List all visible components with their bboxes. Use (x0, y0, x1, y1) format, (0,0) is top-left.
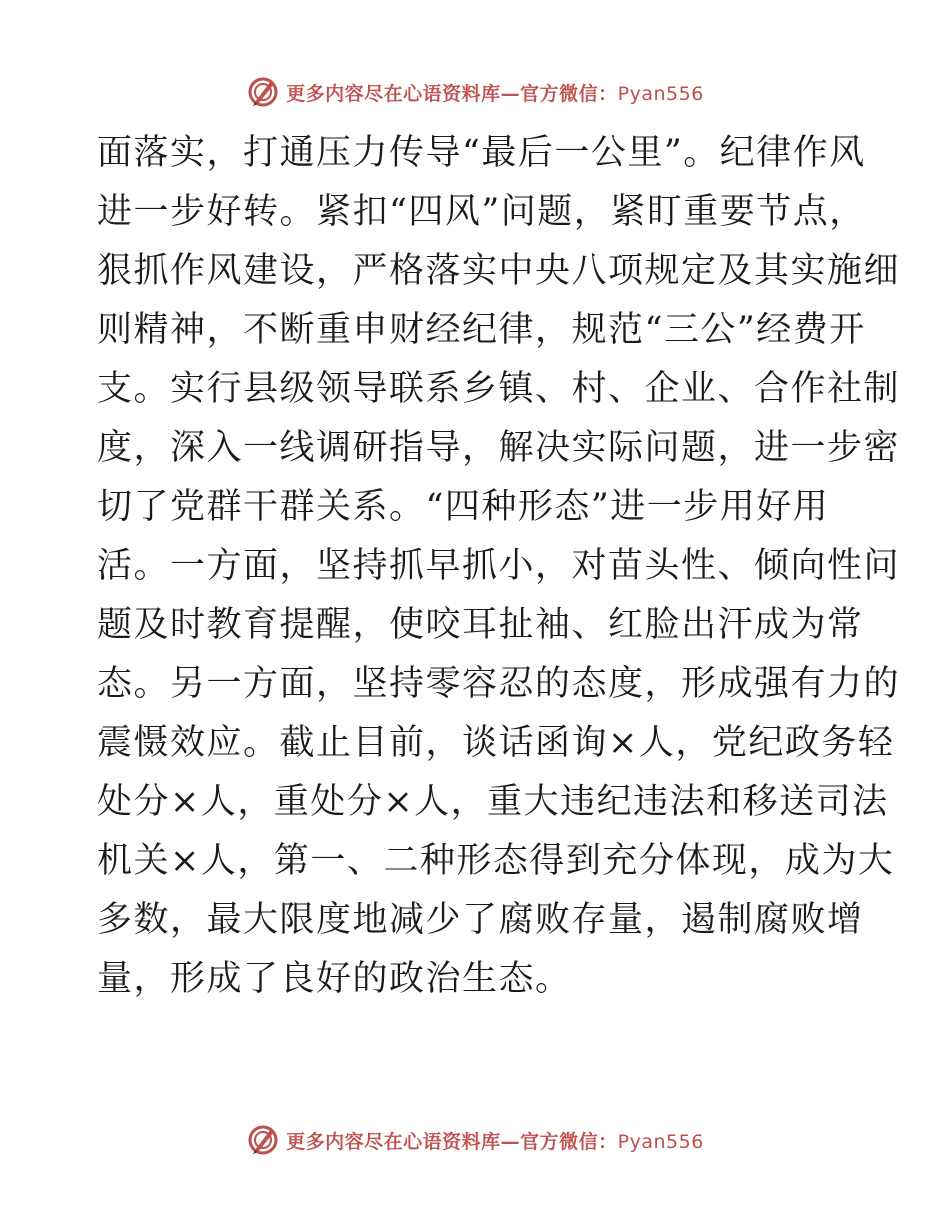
body-line: 切了党群干群关系。“四种形态”进一步用好用 (97, 487, 830, 527)
watermark-text: 更多内容尽在心语资料库—官方微信：Pyan556 (286, 82, 704, 105)
body-line: 支。实行县级领导联系乡镇、村、企业、合作社制 (97, 369, 901, 409)
body-line: 活。一方面，坚持抓早抓小，对苗头性、倾向性问 (97, 546, 901, 586)
body-line: 量，形成了良好的政治生态。 (97, 959, 572, 999)
body-line: 机关×人，第一、二种形态得到充分体现，成为大 (97, 841, 895, 881)
body-line: 面落实，打通压力传导“最后一公里”。纪律作风 (97, 133, 866, 173)
body-line: 震慑效应。截止目前，谈话函询×人，党纪政务轻 (97, 723, 895, 763)
body-line: 态。另一方面，坚持零容忍的态度，形成强有力的 (97, 664, 901, 704)
header-watermark (0, 72, 950, 112)
body-line: 狠抓作风建设，严格落实中央八项规定及其实施细 (97, 251, 901, 291)
watermark-text: 更多内容尽在心语资料库—官方微信：Pyan556 (286, 1130, 704, 1153)
pen-circle-logo-icon (246, 75, 280, 109)
pen-circle-logo-icon (246, 1123, 280, 1157)
body-line: 题及时教育提醒，使咬耳扯袖、红脸出汗成为常 (97, 605, 864, 645)
body-line: 则精神，不断重申财经纪律，规范“三公”经费开 (97, 310, 866, 350)
watermark-id: Pyan556 (617, 82, 704, 105)
document-body (97, 124, 901, 1009)
body-line: 进一步好转。紧扣“四风”问题，紧盯重要节点， (97, 192, 866, 232)
body-line: 处分×人，重处分×人，重大违纪违法和移送司法 (97, 782, 889, 822)
footer-watermark (0, 1120, 950, 1160)
body-line: 度，深入一线调研指导，解决实际问题，进一步密 (97, 428, 901, 468)
body-line: 多数，最大限度地减少了腐败存量，遏制腐败增 (97, 900, 864, 940)
watermark-id: Pyan556 (617, 1130, 704, 1153)
